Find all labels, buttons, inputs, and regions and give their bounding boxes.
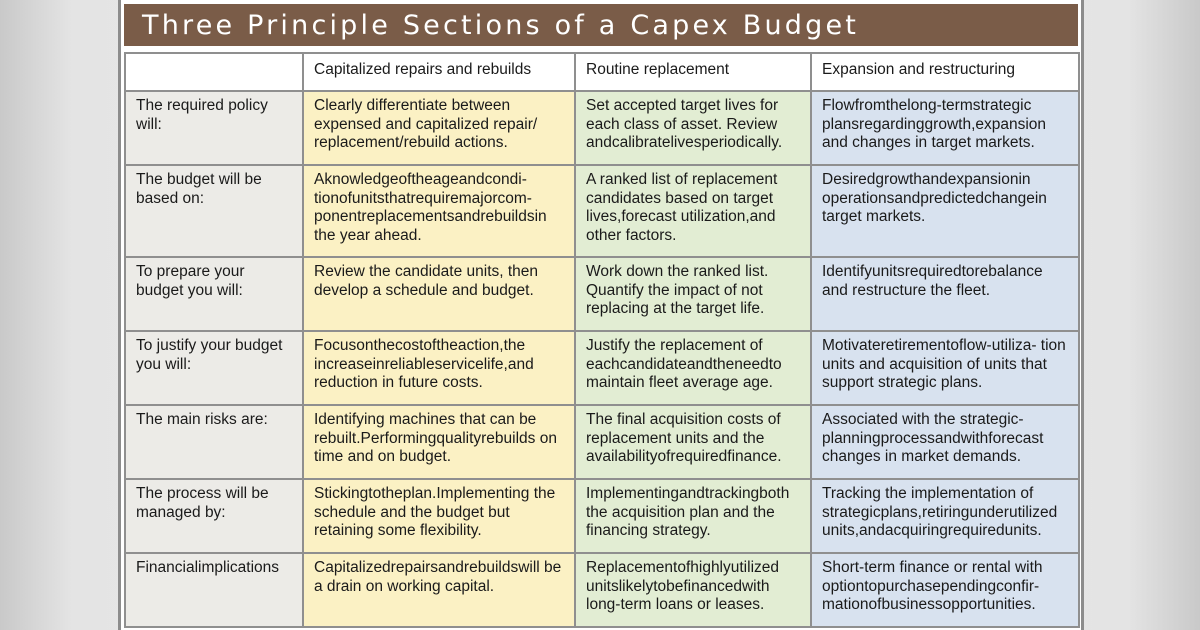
column-header-capitalized-repairs: Capitalized repairs and rebuilds bbox=[303, 53, 575, 91]
column-header-expansion-restructuring: Expansion and restructuring bbox=[811, 53, 1079, 91]
table-cell: Motivateretirementoflow-utiliza- tion units and acquisition of units that support strategic plans. bbox=[811, 331, 1079, 405]
row-label: The required policy will: bbox=[125, 91, 303, 165]
row-label: The process will be managed by: bbox=[125, 479, 303, 553]
table-cell: Clearly differentiate between expensed and capitalized repair/ replacement/rebuild actions. bbox=[303, 91, 575, 165]
table-row bbox=[125, 165, 1079, 257]
table-row bbox=[125, 257, 1079, 331]
row-label: To prepare your budget you will: bbox=[125, 257, 303, 331]
table-cell: Identifying machines that can be rebuilt.Performingqualityrebuilds on time and on budget. bbox=[303, 405, 575, 479]
column-header-routine-replacement: Routine replacement bbox=[575, 53, 811, 91]
table-cell: Flowfromthelong-termstrategic plansregardinggrowth,expansion and changes in target markets. bbox=[811, 91, 1079, 165]
row-label: The budget will be based on: bbox=[125, 165, 303, 257]
page-title: Three Principle Sections of a Capex Budget bbox=[124, 4, 1078, 46]
table-cell: A ranked list of replacement candidates based on target lives,forecast utilization,and other factors. bbox=[575, 165, 811, 257]
table-cell: Identifyunitsrequiredtorebalance and restructure the fleet. bbox=[811, 257, 1079, 331]
table-row bbox=[125, 553, 1079, 627]
table-cell: Aknowledgeoftheageandcondi- tionofunitsthatrequiremajorcom- ponentreplacementsandrebuildsin the year ahead. bbox=[303, 165, 575, 257]
table-cell: Focusonthecostoftheaction,the increaseinreliableservicelife,and reduction in future costs. bbox=[303, 331, 575, 405]
table-cell: Capitalizedrepairsandrebuildswill be a drain on working capital. bbox=[303, 553, 575, 627]
capex-budget-table bbox=[124, 52, 1080, 628]
table-row bbox=[125, 91, 1079, 165]
table-cell: Replacementofhighlyutilized unitslikelytobefinancedwith long-term loans or leases. bbox=[575, 553, 811, 627]
table-row bbox=[125, 331, 1079, 405]
table-cell: Associated with the strategic- planningprocessandwithforecast changes in market demands. bbox=[811, 405, 1079, 479]
row-label: Financialimplications bbox=[125, 553, 303, 627]
header-row bbox=[125, 53, 1079, 91]
row-label: To justify your budget you will: bbox=[125, 331, 303, 405]
table-cell: Tracking the implementation of strategicplans,retiringunderutilized units,andacquiringrequiredunits. bbox=[811, 479, 1079, 553]
table-cell: The final acquisition costs of replacement units and the availabilityofrequiredfinance. bbox=[575, 405, 811, 479]
table-cell: Stickingtotheplan.Implementing the schedule and the budget but retaining some flexibility. bbox=[303, 479, 575, 553]
table-cell: Desiredgrowthandexpansionin operationsandpredictedchangein target markets. bbox=[811, 165, 1079, 257]
table-cell: Justify the replacement of eachcandidateandtheneedto maintain fleet average age. bbox=[575, 331, 811, 405]
table-cell: Set accepted target lives for each class of asset. Review andcalibratelivesperiodically. bbox=[575, 91, 811, 165]
table-cell: Work down the ranked list. Quantify the impact of not replacing at the target life. bbox=[575, 257, 811, 331]
header-corner bbox=[125, 53, 303, 91]
table-cell: Implementingandtrackingboth the acquisition plan and the financing strategy. bbox=[575, 479, 811, 553]
table-row bbox=[125, 479, 1079, 553]
row-label: The main risks are: bbox=[125, 405, 303, 479]
table-row bbox=[125, 405, 1079, 479]
table-cell: Review the candidate units, then develop a schedule and budget. bbox=[303, 257, 575, 331]
table-cell: Short-term finance or rental with optiontopurchasependingconfir- mationofbusinessopportunities. bbox=[811, 553, 1079, 627]
